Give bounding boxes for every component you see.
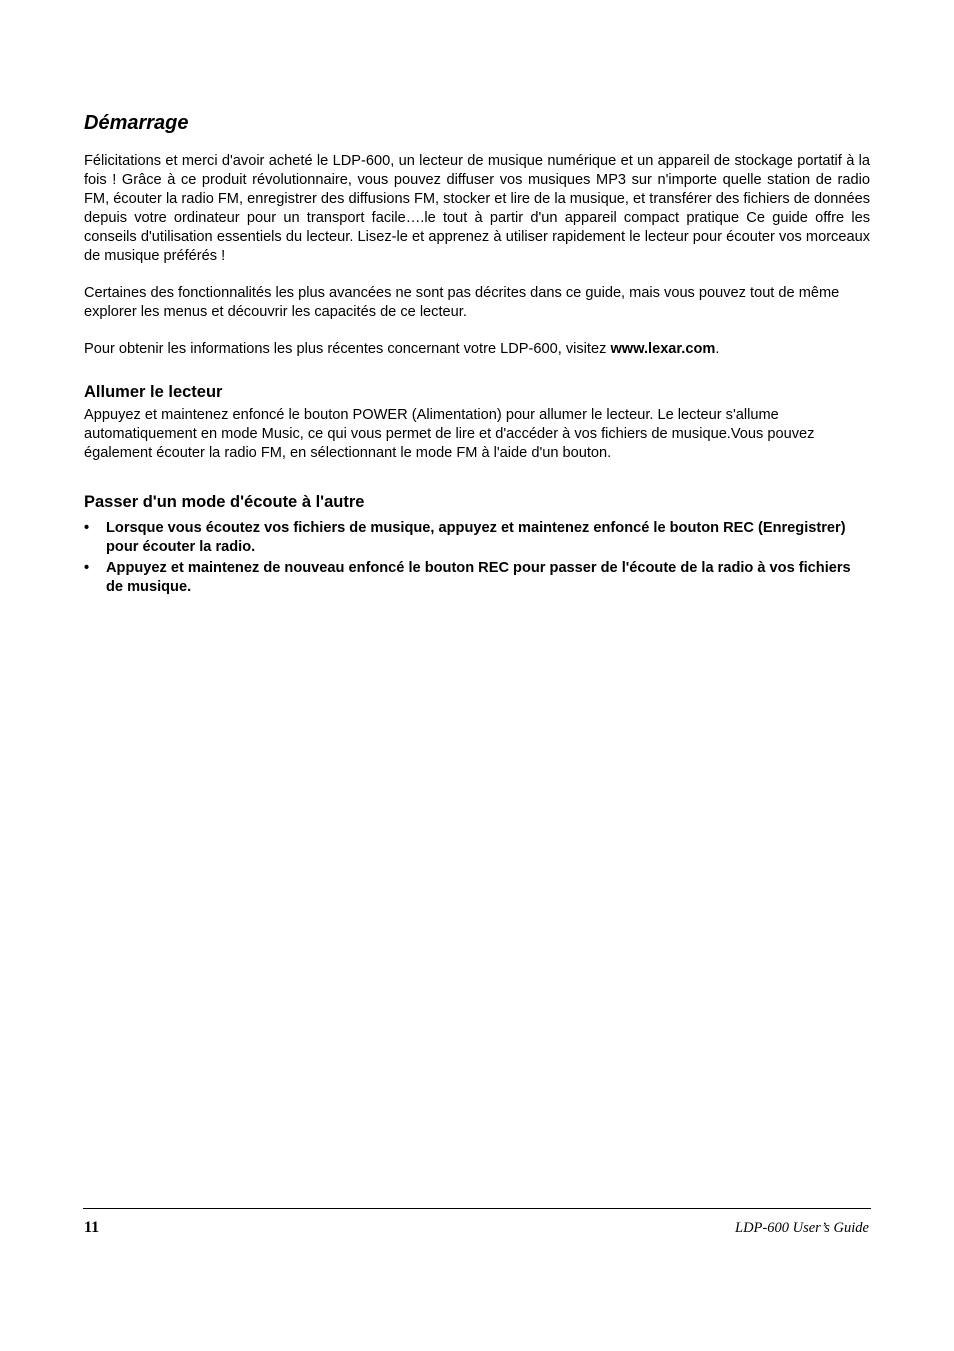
info-paragraph	[84, 340, 870, 359]
list-item-text: Appuyez et maintenez de nouveau enfoncé le bouton REC pour passer de l'écoute de la radio à vos fichiers de musique.	[106, 560, 851, 595]
footer-divider	[83, 1208, 871, 1209]
list-item	[84, 559, 870, 597]
lexar-link[interactable]: www.lexar.com	[610, 341, 716, 357]
power-section-body: Appuyez et maintenez enfoncé le bouton POWER (Alimentation) pour allumer le lecteur. Le lecteur s'allume automatiquement en mode Music, ce qui vous permet de lire et d'accéder à vos fichiers de musique.Vous pouvez également écouter la radio FM, en sélectionnant le mode FM à l'aide d'un bouton.	[84, 407, 815, 461]
power-section-title: Allumer le lecteur	[84, 383, 223, 401]
mode-bullet-list	[84, 519, 870, 597]
intro-paragraph: Félicitations et merci d'avoir acheté le LDP-600, un lecteur de musique numérique et un appareil de stockage portatif à la fois ! Grâce à ce produit révolutionnaire, vous pouvez diffuser vos musiques MP3 sur n'importe quelle station de radio FM, écouter la radio FM, enregistrer des diffusions FM, stocker et lire de la musique, et transférer des fichiers de données depuis votre ordinateur pour un transport facile….le tout à partir d'un appareil compact pratique Ce guide offre les conseils d'utilisation essentiels du lecteur. Lisez-le et apprenez à utiliser rapidement le lecteur pour écouter vos morceaux de musique préférés !	[84, 153, 870, 264]
info-prefix: Pour obtenir les informations les plus récentes concernant votre LDP-600, visitez	[84, 341, 611, 357]
info-suffix: .	[715, 341, 720, 357]
bullet-icon: •	[84, 560, 90, 576]
guide-title: LDP-600 User’s Guide	[735, 1220, 869, 1236]
list-item	[84, 519, 870, 557]
page-content	[84, 110, 870, 599]
mode-section-title: Passer d'un mode d'écoute à l'autre	[84, 493, 365, 511]
list-item-text: Lorsque vous écoutez vos fichiers de musique, appuyez et maintenez enfoncé le bouton REC (Enregistrer) pour écouter la radio.	[106, 520, 846, 555]
page-number: 11	[84, 1219, 100, 1236]
bullet-icon: •	[84, 520, 90, 536]
features-paragraph: Certaines des fonctionnalités les plus avancées ne sont pas décrites dans ce guide, mais vous pouvez tout de même explorer les menus et découvrir les capacités de ce lecteur.	[84, 285, 840, 320]
page-title: Démarrage	[84, 112, 189, 134]
